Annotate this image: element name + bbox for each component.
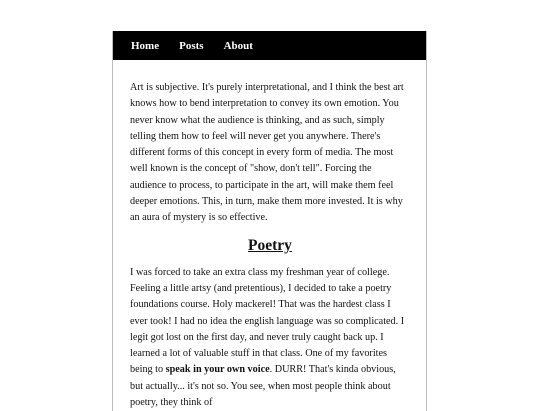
poetry-text-after: . DURR! That's kinda obvious, but actually... it's not so. You see, when most people think about poetry, they think of bbox=[130, 364, 396, 409]
section-heading-poetry: Poetry bbox=[248, 236, 292, 254]
nav-link-posts[interactable]: Posts bbox=[179, 39, 204, 52]
article-content bbox=[113, 60, 426, 411]
poetry-emphasis: speak in your own voice bbox=[165, 364, 270, 376]
top-navigation bbox=[113, 31, 426, 60]
nav-link-home[interactable]: Home bbox=[131, 39, 160, 52]
nav-link-about[interactable]: About bbox=[223, 39, 253, 52]
page-container bbox=[112, 31, 427, 411]
poetry-paragraph bbox=[130, 265, 410, 411]
poetry-text-before: I was forced to take an extra class my freshman year of college. Feeling a little artsy (and pretentious), I decided to take a poetry foundations course. Holy mackerel! That was the hardest class I ever took! I had no idea the english language was so complicated. I legit got lost on the first day, and never truly caught back up. I learned a lot of valuable stuff in that class. One of my favorites being to bbox=[130, 266, 405, 376]
intro-paragraph: Art is subjective. It's purely interpretational, and I think the best art knows how to bend interpretation to convey its own emotion. You never know what the audience is thinking, and as such, simply telling them how to feel will never get you anywhere. There's different forms of this concept in every form of media. The most well known is the concept of "show, don't tell". Forcing the audience to process, to participate in the art, will make them feel deeper emotions. This, in turn, make them more invested. It is why an aura of mystery is so effective. bbox=[130, 82, 404, 224]
